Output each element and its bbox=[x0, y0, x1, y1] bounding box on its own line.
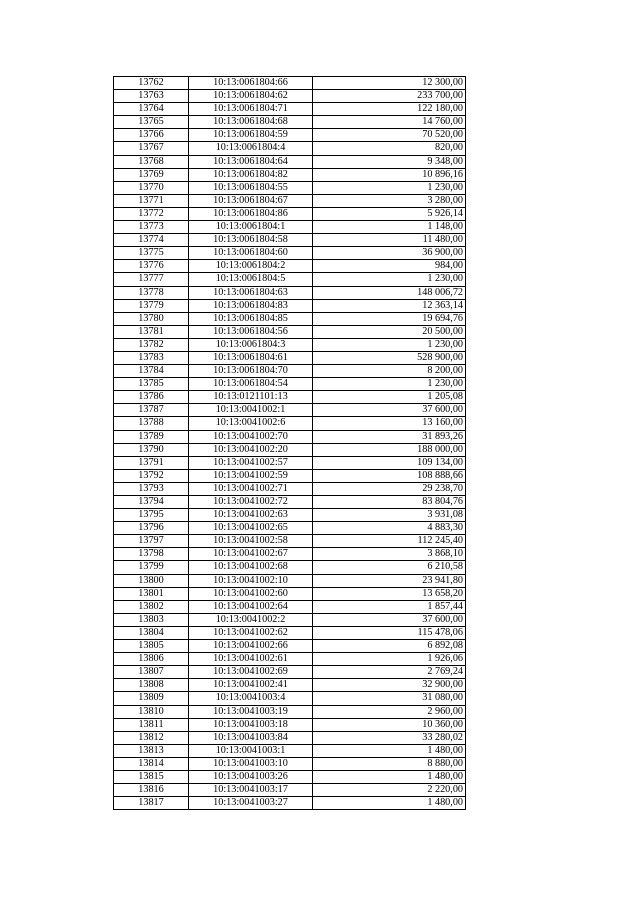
cadastral-number-cell: 10:13:0041002:70 bbox=[189, 430, 313, 443]
cadastral-number-cell: 10:13:0061804:63 bbox=[189, 286, 313, 299]
cadastral-number-cell: 10:13:0041002:41 bbox=[189, 679, 313, 692]
cadastral-number-cell: 10:13:0041002:10 bbox=[189, 574, 313, 587]
value-cell: 13 658,20 bbox=[313, 587, 466, 600]
cadastral-number-cell: 10:13:0041003:4 bbox=[189, 692, 313, 705]
value-cell: 148 006,72 bbox=[313, 286, 466, 299]
cadastral-number-cell: 10:13:0041002:59 bbox=[189, 469, 313, 482]
cadastral-number-cell: 10:13:0041003:84 bbox=[189, 731, 313, 744]
cadastral-number-cell: 10:13:0061804:3 bbox=[189, 338, 313, 351]
row-number-cell: 13812 bbox=[114, 731, 189, 744]
table-row bbox=[114, 600, 466, 613]
row-number-cell: 13807 bbox=[114, 666, 189, 679]
value-cell: 2 220,00 bbox=[313, 784, 466, 797]
row-number-cell: 13808 bbox=[114, 679, 189, 692]
row-number-cell: 13805 bbox=[114, 640, 189, 653]
value-cell: 13 160,00 bbox=[313, 417, 466, 430]
table-row bbox=[114, 653, 466, 666]
row-number-cell: 13781 bbox=[114, 325, 189, 338]
row-number-cell: 13773 bbox=[114, 221, 189, 234]
cadastral-number-cell: 10:13:0041003:27 bbox=[189, 797, 313, 810]
cadastral-number-cell: 10:13:0061804:5 bbox=[189, 273, 313, 286]
value-cell: 820,00 bbox=[313, 142, 466, 155]
value-cell: 8 200,00 bbox=[313, 365, 466, 378]
row-number-cell: 13810 bbox=[114, 705, 189, 718]
cadastral-number-cell: 10:13:0041003:1 bbox=[189, 744, 313, 757]
value-cell: 37 600,00 bbox=[313, 613, 466, 626]
value-cell: 9 348,00 bbox=[313, 155, 466, 168]
table-row bbox=[114, 770, 466, 783]
row-number-cell: 13811 bbox=[114, 718, 189, 731]
cadastral-number-cell: 10:13:0041002:57 bbox=[189, 456, 313, 469]
value-cell: 36 900,00 bbox=[313, 247, 466, 260]
cadastral-number-cell: 10:13:0061804:82 bbox=[189, 168, 313, 181]
row-number-cell: 13774 bbox=[114, 234, 189, 247]
row-number-cell: 13804 bbox=[114, 626, 189, 639]
table-row bbox=[114, 469, 466, 482]
cadastral-number-cell: 10:13:0061804:59 bbox=[189, 129, 313, 142]
value-cell: 6 892,08 bbox=[313, 640, 466, 653]
cadastral-number-cell: 10:13:0061804:58 bbox=[189, 234, 313, 247]
cadastral-number-cell: 10:13:0041002:61 bbox=[189, 653, 313, 666]
cadastral-number-cell: 10:13:0061804:66 bbox=[189, 77, 313, 90]
cadastral-number-cell: 10:13:0041002:72 bbox=[189, 496, 313, 509]
cadastral-number-cell: 10:13:0041003:17 bbox=[189, 784, 313, 797]
value-cell: 1 857,44 bbox=[313, 600, 466, 613]
table-row bbox=[114, 548, 466, 561]
cadastral-number-cell: 10:13:0121101:13 bbox=[189, 391, 313, 404]
table-row bbox=[114, 142, 466, 155]
table-row bbox=[114, 351, 466, 364]
cadastral-number-cell: 10:13:0041003:26 bbox=[189, 770, 313, 783]
value-cell: 1 230,00 bbox=[313, 273, 466, 286]
row-number-cell: 13815 bbox=[114, 770, 189, 783]
table-row bbox=[114, 496, 466, 509]
row-number-cell: 13783 bbox=[114, 351, 189, 364]
row-number-cell: 13777 bbox=[114, 273, 189, 286]
value-cell: 1 230,00 bbox=[313, 378, 466, 391]
value-cell: 2 769,24 bbox=[313, 666, 466, 679]
row-number-cell: 13791 bbox=[114, 456, 189, 469]
table-row bbox=[114, 404, 466, 417]
value-cell: 10 896,16 bbox=[313, 168, 466, 181]
row-number-cell: 13814 bbox=[114, 757, 189, 770]
value-cell: 108 888,66 bbox=[313, 469, 466, 482]
cadastral-number-cell: 10:13:0041003:10 bbox=[189, 757, 313, 770]
table-row bbox=[114, 378, 466, 391]
row-number-cell: 13768 bbox=[114, 155, 189, 168]
value-cell: 23 941,80 bbox=[313, 574, 466, 587]
row-number-cell: 13802 bbox=[114, 600, 189, 613]
value-cell: 20 500,00 bbox=[313, 325, 466, 338]
row-number-cell: 13794 bbox=[114, 496, 189, 509]
value-cell: 1 480,00 bbox=[313, 770, 466, 783]
value-cell: 109 134,00 bbox=[313, 456, 466, 469]
value-cell: 1 480,00 bbox=[313, 797, 466, 810]
row-number-cell: 13797 bbox=[114, 535, 189, 548]
row-number-cell: 13798 bbox=[114, 548, 189, 561]
row-number-cell: 13813 bbox=[114, 744, 189, 757]
value-cell: 32 900,00 bbox=[313, 679, 466, 692]
table-row bbox=[114, 784, 466, 797]
row-number-cell: 13795 bbox=[114, 509, 189, 522]
value-cell: 83 804,76 bbox=[313, 496, 466, 509]
cadastral-number-cell: 10:13:0061804:68 bbox=[189, 116, 313, 129]
table-row bbox=[114, 718, 466, 731]
cadastral-number-cell: 10:13:0061804:70 bbox=[189, 365, 313, 378]
value-cell: 5 926,14 bbox=[313, 207, 466, 220]
table-row bbox=[114, 338, 466, 351]
table-row bbox=[114, 247, 466, 260]
row-number-cell: 13764 bbox=[114, 103, 189, 116]
cadastral-number-cell: 10:13:0061804:86 bbox=[189, 207, 313, 220]
value-cell: 1 230,00 bbox=[313, 338, 466, 351]
table-row bbox=[114, 535, 466, 548]
cadastral-number-cell: 10:13:0041002:60 bbox=[189, 587, 313, 600]
table-row bbox=[114, 692, 466, 705]
row-number-cell: 13809 bbox=[114, 692, 189, 705]
value-cell: 1 205,08 bbox=[313, 391, 466, 404]
table-row bbox=[114, 207, 466, 220]
table-row bbox=[114, 116, 466, 129]
table-row bbox=[114, 221, 466, 234]
value-cell: 12 363,14 bbox=[313, 299, 466, 312]
row-number-cell: 13803 bbox=[114, 613, 189, 626]
table-row bbox=[114, 77, 466, 90]
table-row bbox=[114, 365, 466, 378]
value-cell: 188 000,00 bbox=[313, 443, 466, 456]
value-cell: 3 280,00 bbox=[313, 194, 466, 207]
table-row bbox=[114, 273, 466, 286]
row-number-cell: 13778 bbox=[114, 286, 189, 299]
table-body bbox=[114, 77, 466, 810]
row-number-cell: 13790 bbox=[114, 443, 189, 456]
table-row bbox=[114, 705, 466, 718]
row-number-cell: 13786 bbox=[114, 391, 189, 404]
value-cell: 33 280,02 bbox=[313, 731, 466, 744]
table-row bbox=[114, 391, 466, 404]
value-cell: 1 480,00 bbox=[313, 744, 466, 757]
cadastral-number-cell: 10:13:0041002:64 bbox=[189, 600, 313, 613]
cadastral-number-cell: 10:13:0061804:64 bbox=[189, 155, 313, 168]
row-number-cell: 13816 bbox=[114, 784, 189, 797]
value-cell: 1 230,00 bbox=[313, 181, 466, 194]
row-number-cell: 13788 bbox=[114, 417, 189, 430]
row-number-cell: 13817 bbox=[114, 797, 189, 810]
cadastral-number-cell: 10:13:0061804:55 bbox=[189, 181, 313, 194]
cadastral-number-cell: 10:13:0041002:69 bbox=[189, 666, 313, 679]
value-cell: 29 238,70 bbox=[313, 482, 466, 495]
cadastral-number-cell: 10:13:0041002:2 bbox=[189, 613, 313, 626]
table-row bbox=[114, 312, 466, 325]
table-row bbox=[114, 299, 466, 312]
value-cell: 19 694,76 bbox=[313, 312, 466, 325]
table-row bbox=[114, 757, 466, 770]
cadastral-number-cell: 10:13:0061804:1 bbox=[189, 221, 313, 234]
row-number-cell: 13782 bbox=[114, 338, 189, 351]
value-cell: 11 480,00 bbox=[313, 234, 466, 247]
cadastral-number-cell: 10:13:0041002:66 bbox=[189, 640, 313, 653]
cadastral-value-table bbox=[113, 76, 466, 810]
value-cell: 233 700,00 bbox=[313, 90, 466, 103]
row-number-cell: 13776 bbox=[114, 260, 189, 273]
value-cell: 3 868,10 bbox=[313, 548, 466, 561]
value-cell: 14 760,00 bbox=[313, 116, 466, 129]
row-number-cell: 13799 bbox=[114, 561, 189, 574]
value-cell: 528 900,00 bbox=[313, 351, 466, 364]
table-row bbox=[114, 443, 466, 456]
value-cell: 4 883,30 bbox=[313, 522, 466, 535]
table-row bbox=[114, 168, 466, 181]
row-number-cell: 13785 bbox=[114, 378, 189, 391]
value-cell: 122 180,00 bbox=[313, 103, 466, 116]
cadastral-number-cell: 10:13:0041002:62 bbox=[189, 626, 313, 639]
row-number-cell: 13806 bbox=[114, 653, 189, 666]
table-row bbox=[114, 626, 466, 639]
value-cell: 70 520,00 bbox=[313, 129, 466, 142]
cadastral-number-cell: 10:13:0061804:61 bbox=[189, 351, 313, 364]
value-cell: 31 080,00 bbox=[313, 692, 466, 705]
row-number-cell: 13770 bbox=[114, 181, 189, 194]
cadastral-number-cell: 10:13:0041002:1 bbox=[189, 404, 313, 417]
table-row bbox=[114, 587, 466, 600]
table-row bbox=[114, 574, 466, 587]
value-cell: 37 600,00 bbox=[313, 404, 466, 417]
value-cell: 984,00 bbox=[313, 260, 466, 273]
cadastral-number-cell: 10:13:0041002:58 bbox=[189, 535, 313, 548]
cadastral-number-cell: 10:13:0041002:67 bbox=[189, 548, 313, 561]
table-row bbox=[114, 103, 466, 116]
row-number-cell: 13766 bbox=[114, 129, 189, 142]
row-number-cell: 13801 bbox=[114, 587, 189, 600]
value-cell: 10 360,00 bbox=[313, 718, 466, 731]
cadastral-number-cell: 10:13:0041002:20 bbox=[189, 443, 313, 456]
cadastral-number-cell: 10:13:0061804:85 bbox=[189, 312, 313, 325]
cadastral-number-cell: 10:13:0041002:63 bbox=[189, 509, 313, 522]
table-row bbox=[114, 640, 466, 653]
row-number-cell: 13769 bbox=[114, 168, 189, 181]
table-row bbox=[114, 522, 466, 535]
table-row bbox=[114, 286, 466, 299]
row-number-cell: 13792 bbox=[114, 469, 189, 482]
cadastral-number-cell: 10:13:0061804:71 bbox=[189, 103, 313, 116]
row-number-cell: 13779 bbox=[114, 299, 189, 312]
table-row bbox=[114, 181, 466, 194]
value-cell: 2 960,00 bbox=[313, 705, 466, 718]
cadastral-number-cell: 10:13:0041003:18 bbox=[189, 718, 313, 731]
row-number-cell: 13784 bbox=[114, 365, 189, 378]
table-row bbox=[114, 561, 466, 574]
row-number-cell: 13765 bbox=[114, 116, 189, 129]
row-number-cell: 13789 bbox=[114, 430, 189, 443]
row-number-cell: 13796 bbox=[114, 522, 189, 535]
cadastral-number-cell: 10:13:0041003:19 bbox=[189, 705, 313, 718]
table-row bbox=[114, 731, 466, 744]
value-cell: 1 926,06 bbox=[313, 653, 466, 666]
table-row bbox=[114, 456, 466, 469]
cadastral-number-cell: 10:13:0061804:2 bbox=[189, 260, 313, 273]
table-row bbox=[114, 417, 466, 430]
row-number-cell: 13780 bbox=[114, 312, 189, 325]
table-row bbox=[114, 744, 466, 757]
table-row bbox=[114, 666, 466, 679]
row-number-cell: 13762 bbox=[114, 77, 189, 90]
value-cell: 112 245,40 bbox=[313, 535, 466, 548]
value-cell: 12 300,00 bbox=[313, 77, 466, 90]
cadastral-number-cell: 10:13:0061804:67 bbox=[189, 194, 313, 207]
row-number-cell: 13793 bbox=[114, 482, 189, 495]
value-cell: 115 478,06 bbox=[313, 626, 466, 639]
value-cell: 8 880,00 bbox=[313, 757, 466, 770]
cadastral-number-cell: 10:13:0061804:83 bbox=[189, 299, 313, 312]
cadastral-number-cell: 10:13:0041002:68 bbox=[189, 561, 313, 574]
row-number-cell: 13775 bbox=[114, 247, 189, 260]
value-cell: 1 148,00 bbox=[313, 221, 466, 234]
row-number-cell: 13787 bbox=[114, 404, 189, 417]
cadastral-number-cell: 10:13:0041002:65 bbox=[189, 522, 313, 535]
value-cell: 31 893,26 bbox=[313, 430, 466, 443]
cadastral-number-cell: 10:13:0061804:56 bbox=[189, 325, 313, 338]
row-number-cell: 13772 bbox=[114, 207, 189, 220]
row-number-cell: 13767 bbox=[114, 142, 189, 155]
cadastral-number-cell: 10:13:0061804:54 bbox=[189, 378, 313, 391]
table-row bbox=[114, 430, 466, 443]
table-row bbox=[114, 155, 466, 168]
table-row bbox=[114, 260, 466, 273]
table-row bbox=[114, 234, 466, 247]
table-row bbox=[114, 482, 466, 495]
table-row bbox=[114, 325, 466, 338]
row-number-cell: 13771 bbox=[114, 194, 189, 207]
table-row bbox=[114, 797, 466, 810]
table-row bbox=[114, 90, 466, 103]
table-row bbox=[114, 129, 466, 142]
cadastral-number-cell: 10:13:0061804:62 bbox=[189, 90, 313, 103]
table-row bbox=[114, 194, 466, 207]
cadastral-number-cell: 10:13:0061804:60 bbox=[189, 247, 313, 260]
table-row bbox=[114, 679, 466, 692]
value-cell: 6 210,58 bbox=[313, 561, 466, 574]
row-number-cell: 13800 bbox=[114, 574, 189, 587]
row-number-cell: 13763 bbox=[114, 90, 189, 103]
value-cell: 3 931,08 bbox=[313, 509, 466, 522]
table-row bbox=[114, 509, 466, 522]
cadastral-number-cell: 10:13:0061804:4 bbox=[189, 142, 313, 155]
cadastral-number-cell: 10:13:0041002:71 bbox=[189, 482, 313, 495]
cadastral-number-cell: 10:13:0041002:6 bbox=[189, 417, 313, 430]
table-row bbox=[114, 613, 466, 626]
